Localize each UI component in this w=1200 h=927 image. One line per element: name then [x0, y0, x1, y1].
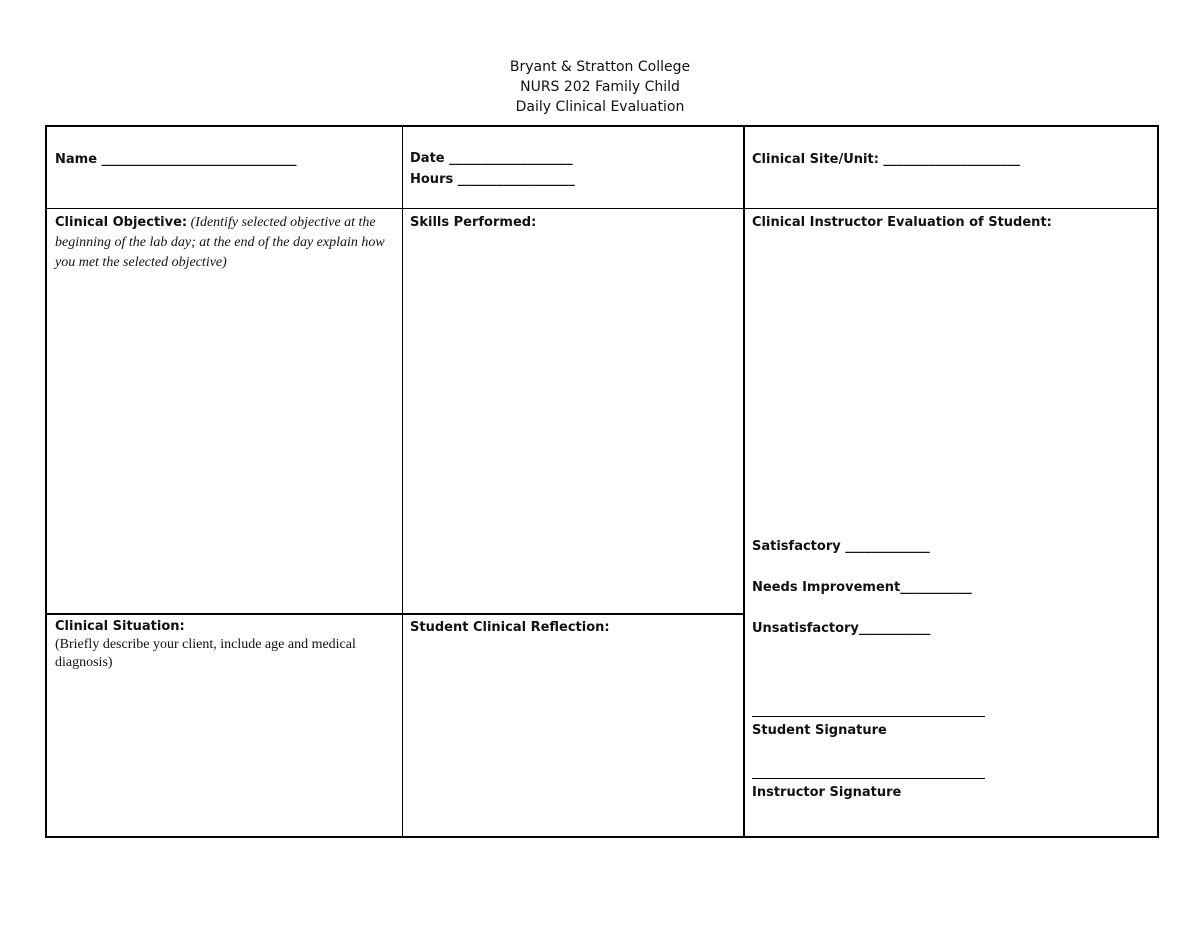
- instructor-signature-line[interactable]: [752, 778, 985, 779]
- clinical-situation-instructions: (Briefly describe your client, include age and medical diagnosis): [55, 637, 356, 670]
- clinical-situation-cell[interactable]: [55, 617, 395, 672]
- skills-performed-label: Skills Performed:: [410, 215, 537, 230]
- clinical-objective-instructions: (Identify selected objective at the beginning of the lab day; at the end of the day explain how you met the selected objective): [55, 215, 385, 270]
- form-title: Daily Clinical Evaluation: [515, 99, 685, 115]
- satisfactory-option[interactable]: [752, 536, 1152, 556]
- college-name: Bryant & Stratton College: [509, 59, 691, 75]
- needs-improvement-option[interactable]: [752, 577, 1152, 597]
- student-signature: [752, 720, 1052, 740]
- clinical-site-field[interactable]: [752, 149, 1152, 169]
- row-divider-2: [47, 613, 744, 615]
- student-signature-line[interactable]: [752, 716, 985, 717]
- instructor-signature-label: Instructor Signature: [752, 785, 902, 800]
- needs-improvement-label: Needs Improvement___________: [752, 580, 972, 595]
- unsatisfactory-option[interactable]: [752, 618, 1152, 638]
- student-reflection-cell[interactable]: [410, 617, 740, 637]
- document-header: [0, 57, 1200, 117]
- date-label: Date ___________________: [410, 151, 573, 166]
- clinical-situation-label: Clinical Situation:: [55, 619, 185, 634]
- hours-label: Hours __________________: [410, 172, 575, 187]
- column-divider-1: [402, 127, 403, 836]
- clinical-objective-label: Clinical Objective:: [55, 215, 188, 230]
- column-divider-2: [743, 127, 745, 836]
- instructor-signature: [752, 782, 1052, 802]
- instructor-evaluation-label: Clinical Instructor Evaluation of Student:: [752, 215, 1052, 230]
- course-title: NURS 202 Family Child: [520, 79, 680, 95]
- name-field[interactable]: [55, 149, 395, 169]
- unsatisfactory-label: Unsatisfactory___________: [752, 621, 931, 636]
- date-hours-field[interactable]: [410, 149, 740, 189]
- skills-performed-cell[interactable]: [410, 212, 740, 232]
- row-divider-1: [47, 208, 1157, 209]
- instructor-evaluation-cell[interactable]: [752, 212, 1152, 232]
- clinical-site-label: Clinical Site/Unit: _____________________: [752, 152, 1020, 167]
- evaluation-form-table: [45, 125, 1159, 838]
- student-reflection-label: Student Clinical Reflection:: [410, 620, 610, 635]
- name-label: Name ______________________________: [55, 152, 297, 167]
- clinical-objective-cell[interactable]: [55, 212, 395, 272]
- student-signature-label: Student Signature: [752, 723, 887, 738]
- satisfactory-label: Satisfactory _____________: [752, 539, 930, 554]
